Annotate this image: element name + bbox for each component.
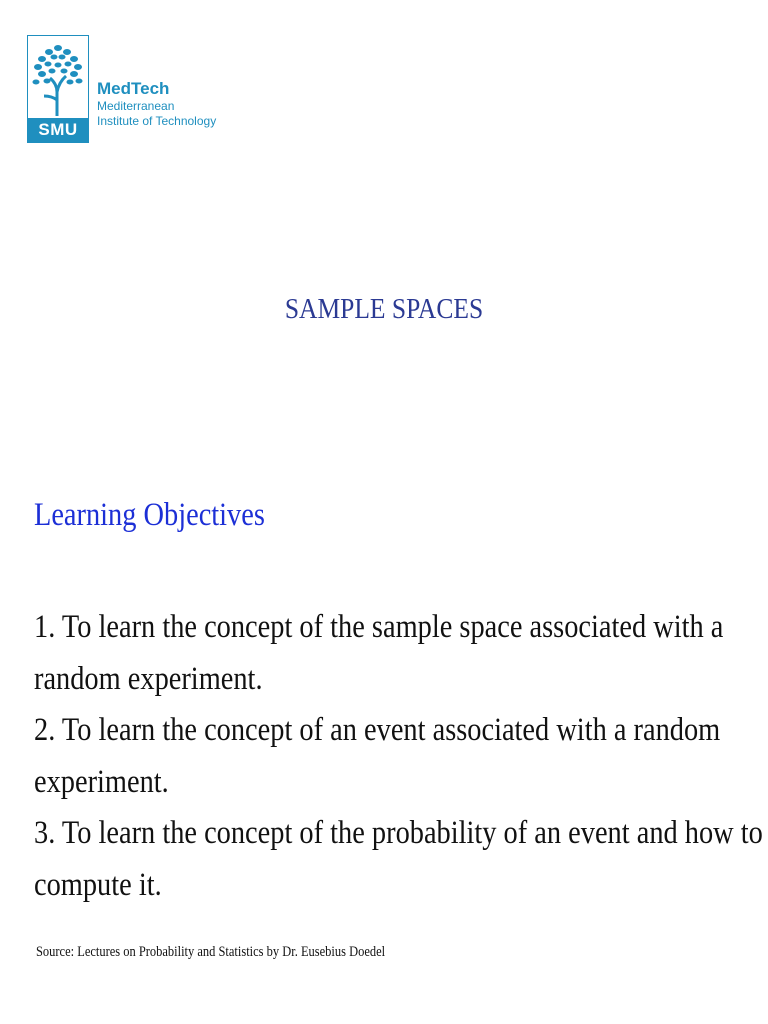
institution-logo	[27, 35, 216, 143]
logo-subtitle-line-1: Mediterranean	[97, 99, 175, 113]
logo-subtitle-line-2: Institute of Technology	[97, 114, 217, 128]
logo-badge-text: SMU	[28, 118, 88, 142]
tree-icon	[30, 40, 86, 118]
objective-line: random experiment.	[34, 660, 263, 697]
logo-name: MedTech	[97, 79, 170, 98]
objective-line: compute it.	[34, 866, 162, 903]
objective-line: experiment.	[34, 763, 169, 800]
logo-badge	[27, 35, 89, 143]
objectives-heading: Learning Objectives	[34, 497, 265, 533]
objective-line: 1. To learn the concept of the sample space associated with a	[34, 609, 724, 645]
logo-wordmark	[97, 79, 216, 129]
source-citation: Source: Lectures on Probability and Statistics by Dr. Eusebius Doedel	[36, 944, 386, 960]
page-title: SAMPLE SPACES	[284, 293, 484, 325]
objectives-list	[34, 602, 763, 911]
objective-line: 3. To learn the concept of the probability of an event and how to	[34, 815, 763, 851]
objective-line: 2. To learn the concept of an event associated with a random	[34, 712, 721, 748]
